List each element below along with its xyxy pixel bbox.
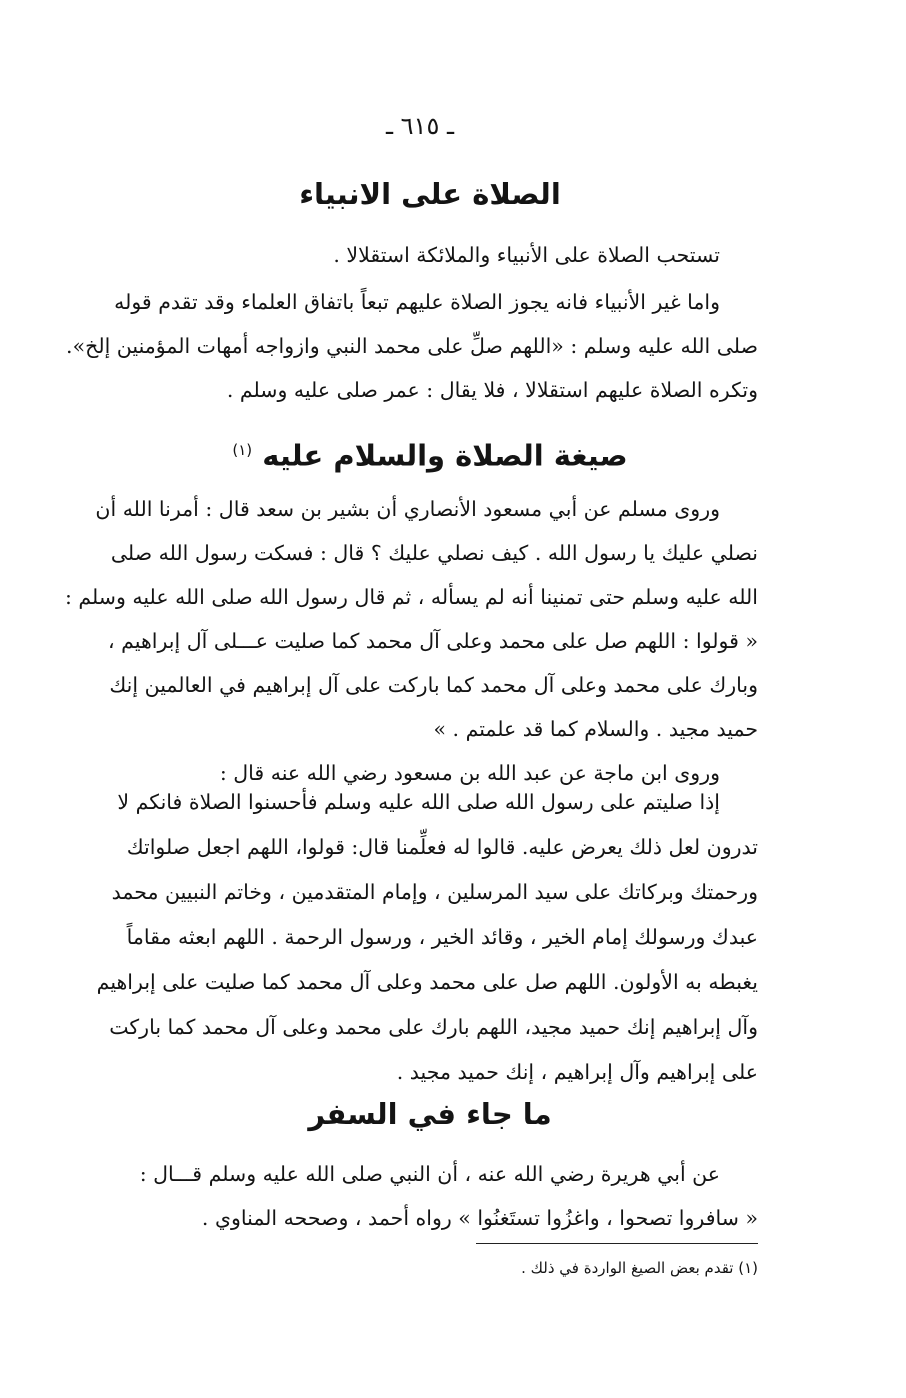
paragraph-line: نصلي عليك يا رسول الله . كيف نصلي عليك ؟ قال : فسكت رسول الله صلى <box>110 541 758 565</box>
paragraph <box>139 1152 758 1240</box>
paragraph-line: وروى ابن ماجة عن عبد الله بن مسعود رضي الله عنه قال : <box>219 761 720 785</box>
paragraph-line: حميد مجيد . والسلام كما قد علمتم . » <box>433 717 758 741</box>
paragraph-line: الله عليه وسلم حتى تمنينا أنه لم يسأله ، ثم قال رسول الله صلى الله عليه وسلم : <box>64 585 758 609</box>
paragraph-line: « قولوا : اللهم صل على محمد وعلى آل محمد كما صليت عـــلى آل إبراهيم ، <box>108 629 758 653</box>
section-heading-prayer-formula <box>100 430 760 476</box>
footnote: (١) تقدم بعض الصيغ الواردة في ذلك . <box>521 1259 758 1277</box>
paragraph <box>66 280 758 412</box>
section-heading-text: ما جاء في السفر <box>308 1097 552 1131</box>
paragraph-line: يغبطه به الأولون. اللهم صل على محمد وعلى آل محمد كما صليت على إبراهيم <box>96 970 758 994</box>
section-heading-travel <box>100 1094 760 1134</box>
paragraph-line: ورحمتك وبركاتك على سيد المرسلين ، وإمام المتقدمين ، وخاتم النبيين محمد <box>111 880 758 904</box>
paragraph-line: على إبراهيم وآل إبراهيم ، إنك حميد مجيد . <box>396 1060 758 1084</box>
section-heading-text: صيغة الصلاة والسلام عليه <box>262 438 628 473</box>
paragraph <box>64 487 758 795</box>
paragraph-line: واما غير الأنبياء فانه يجوز الصلاة عليهم تبعاً باتفاق العلماء وقد تقدم قوله <box>114 290 720 314</box>
paragraph-line: تستحب الصلاة على الأنبياء والملائكة استقلالا . <box>333 243 720 267</box>
paragraph-line: وآل إبراهيم إنك حميد مجيد، اللهم بارك على محمد وعلى آل محمد كما باركت <box>109 1015 758 1039</box>
paragraph-line: عن أبي هريرة رضي الله عنه ، أن النبي صلى الله عليه وسلم قـــال : <box>139 1162 720 1186</box>
footnote-marker: (١) <box>232 441 253 459</box>
paragraph-line: وبارك على محمد وعلى آل محمد كما باركت على آل إبراهيم في العالمين إنك <box>109 673 758 697</box>
paragraph-line: « سافروا تصحوا ، واغزُوا تستَغنُوا » رواه أحمد ، وصححه المناوي . <box>201 1206 758 1230</box>
paragraph-line: وتكره الصلاة عليهم استقلالا ، فلا يقال : عمر صلى عليه وسلم . <box>226 378 758 402</box>
paragraph-line: صلى الله عليه وسلم : «اللهم صلِّ على محمد النبي وازواجه أمهات المؤمنين إلخ». <box>66 334 758 358</box>
footnote-divider <box>476 1243 758 1244</box>
section-heading-text: الصلاة على الانبياء <box>299 177 561 211</box>
section-heading-prayer-on-prophets <box>100 174 760 214</box>
page-number: ـ ٦١٥ ـ <box>385 112 454 140</box>
paragraph-line: إذا صليتم على رسول الله صلى الله عليه وسلم فأحسنوا الصلاة فانكم لا <box>117 790 720 814</box>
paragraph <box>146 232 758 278</box>
paragraph-line: تدرون لعل ذلك يعرض عليه. قالوا له فعلِّمنا قال: قولوا، اللهم اجعل صلواتك <box>126 835 758 859</box>
paragraph-line: وروى مسلم عن أبي مسعود الأنصاري أن بشير بن سعد قال : أمرنا الله أن <box>95 497 720 521</box>
paragraph-line: عبدك ورسولك إمام الخير ، وقائد الخير ، ورسول الرحمة . اللهم ابعثه مقاماً <box>126 925 758 949</box>
paragraph <box>96 780 758 1095</box>
